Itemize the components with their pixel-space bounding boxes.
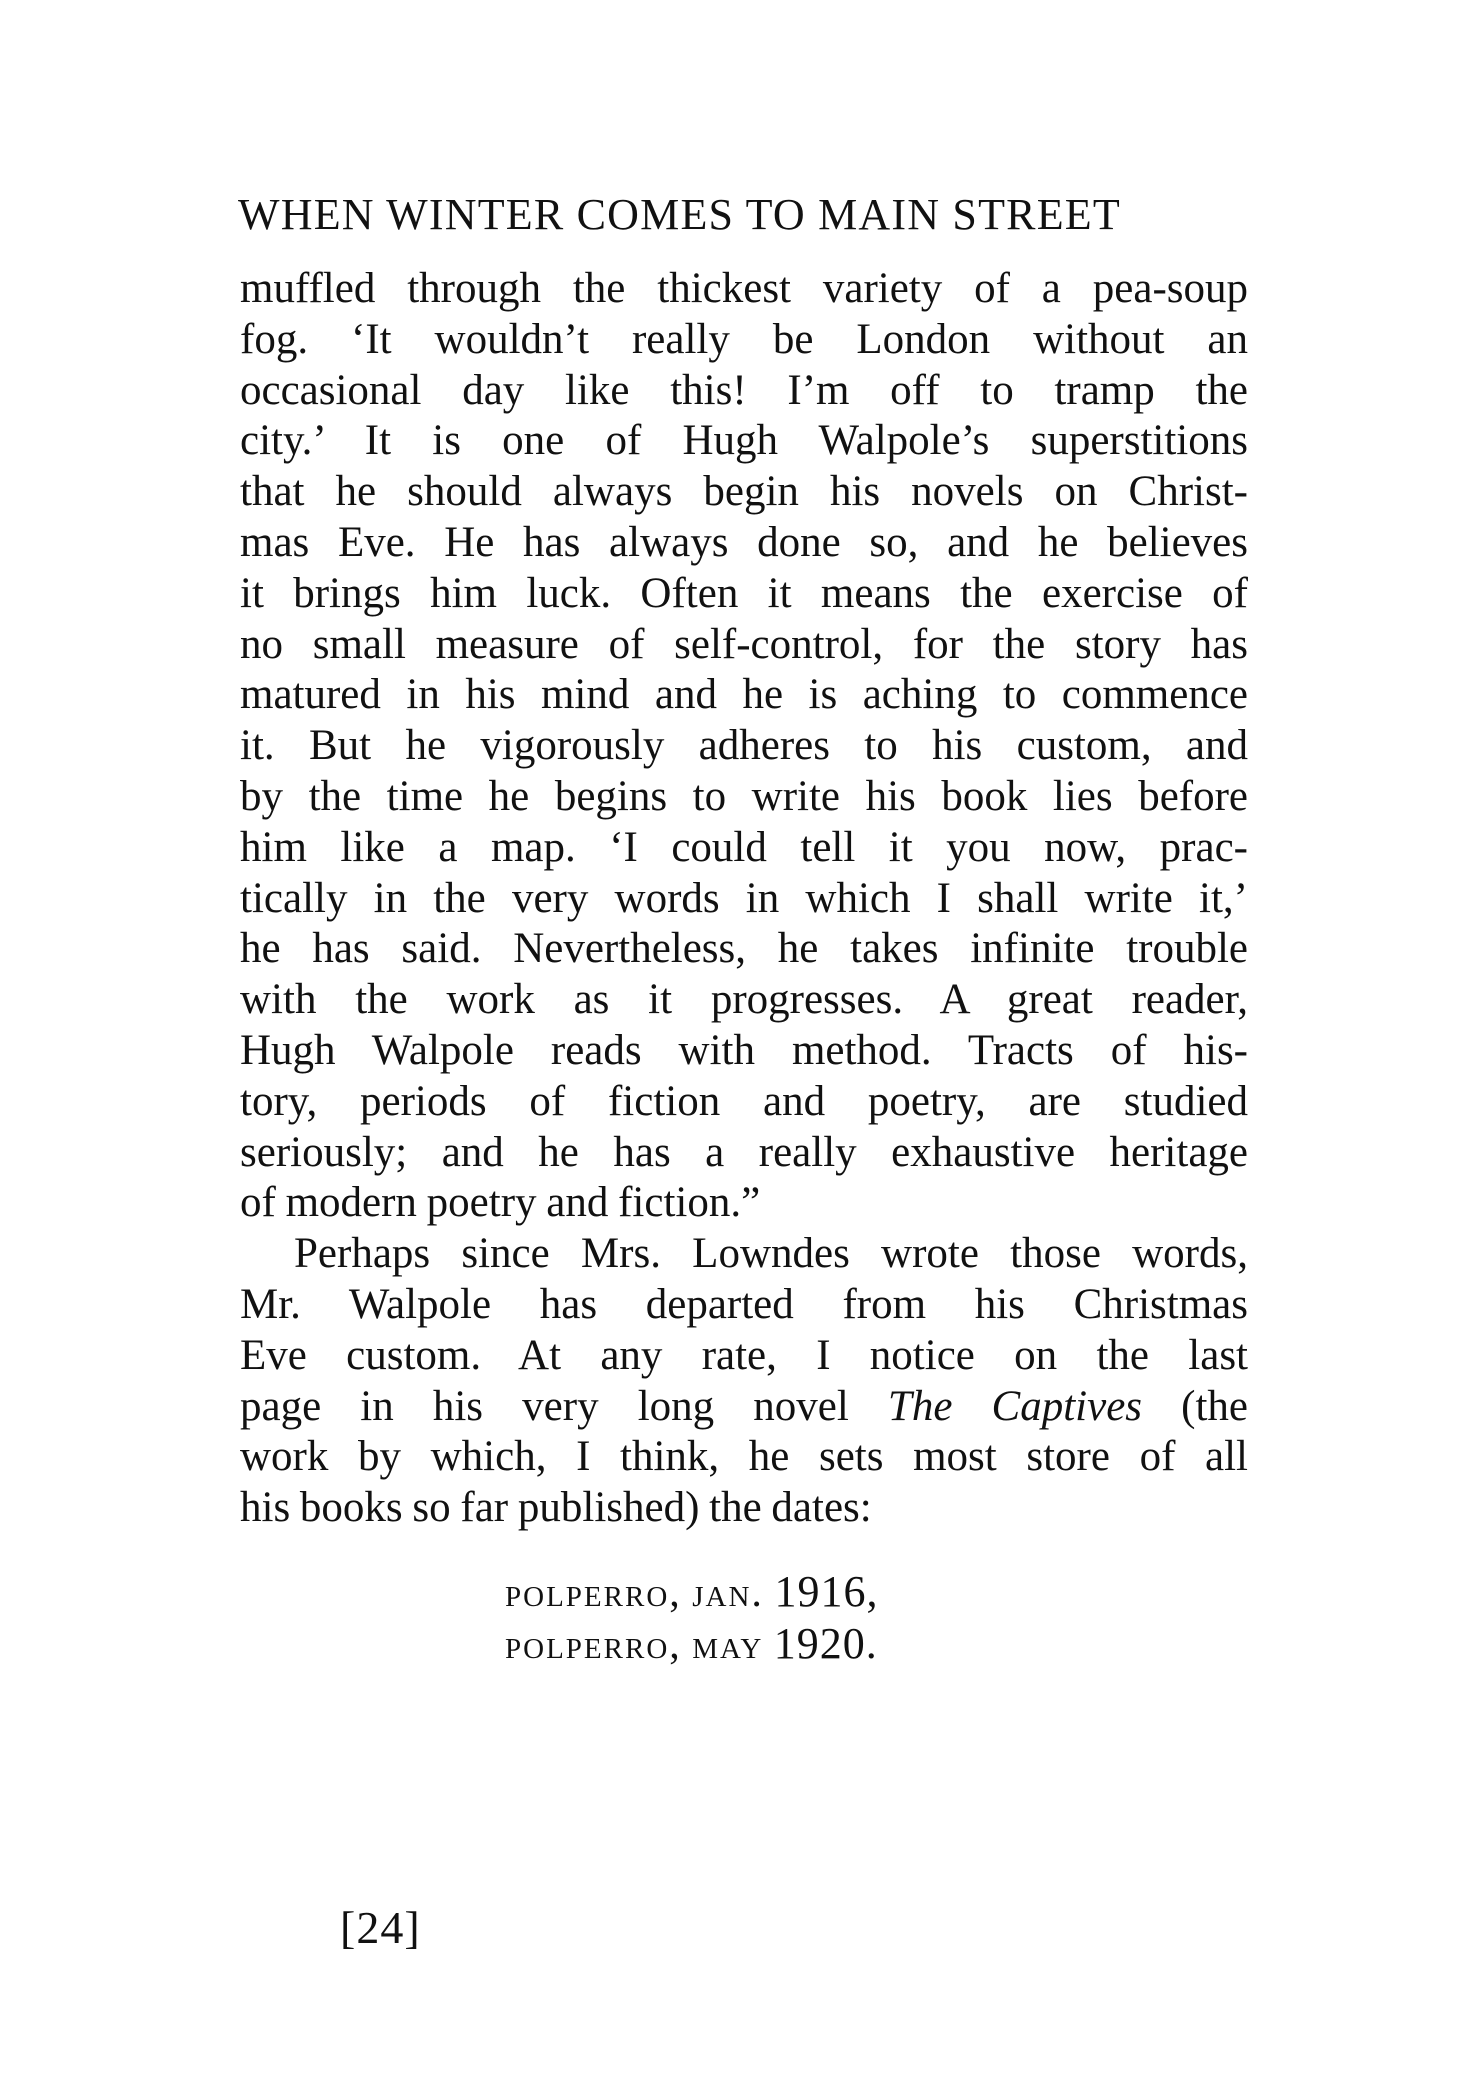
paragraph-2: [240, 1229, 1248, 1534]
date-month: may: [692, 1622, 764, 1668]
date-month: jan.: [692, 1570, 764, 1616]
date-line: [505, 1618, 1105, 1670]
text-line: with the work as it progresses. A great reader,: [240, 976, 1248, 1024]
date-place: polperro,: [505, 1570, 682, 1616]
date-year: 1916,: [774, 1567, 879, 1616]
text-line: Mr. Walpole has departed from his Christmas: [240, 1280, 1248, 1328]
text-run: page in his very long novel: [240, 1382, 888, 1430]
text-line: occasional day like this! I’m off to tramp the: [240, 366, 1248, 414]
text-line: Hugh Walpole reads with method. Tracts of his-: [240, 1026, 1248, 1074]
text-line: Eve custom. At any rate, I notice on the last: [240, 1331, 1248, 1379]
date-line: [505, 1566, 1105, 1618]
date-place: polperro,: [505, 1622, 682, 1668]
text-line: matured in his mind and he is aching to commence: [240, 671, 1248, 719]
date-year: 1920.: [773, 1619, 878, 1668]
book-title: The Captives: [887, 1382, 1143, 1430]
text-line: of modern poetry and fiction.”: [240, 1179, 761, 1227]
text-line: by the time he begins to write his book lies before: [240, 772, 1248, 820]
text-line: city.’ It is one of Hugh Walpole’s superstitions: [240, 417, 1248, 465]
text-line: he has said. Nevertheless, he takes infinite trouble: [240, 925, 1248, 973]
text-line: his books so far published) the dates:: [240, 1484, 872, 1532]
text-line: him like a map. ‘I could tell it you now, prac-: [240, 823, 1248, 871]
text-line: it brings him luck. Often it means the exercise of: [240, 569, 1248, 617]
paragraph-1: [240, 264, 1248, 1229]
text-line: it. But he vigorously adheres to his custom, and: [240, 722, 1248, 770]
page-number: [24]: [340, 1902, 421, 1953]
text-line: seriously; and he has a really exhaustive heritage: [240, 1128, 1248, 1176]
text-line: fog. ‘It wouldn’t really be London without an: [240, 315, 1248, 363]
text-line: tically in the very words in which I shall write it,’: [240, 874, 1248, 922]
dates-block: [505, 1566, 1105, 1670]
text-line: muffled through the thickest variety of a pea-soup: [240, 265, 1248, 312]
text-run: (the: [1142, 1382, 1249, 1430]
text-line: Perhaps since Mrs. Lowndes wrote those words,: [294, 1230, 1248, 1278]
text-line: mas Eve. He has always done so, and he believes: [240, 518, 1248, 566]
text-line: no small measure of self-control, for the story has: [240, 620, 1248, 668]
text-line: that he should always begin his novels on Christ-: [240, 468, 1248, 516]
text-line: [240, 1382, 1248, 1433]
running-head: WHEN WINTER COMES TO MAIN STREET: [238, 190, 1121, 239]
text-line: tory, periods of fiction and poetry, are studied: [240, 1077, 1248, 1125]
text-line: work by which, I think, he sets most store of all: [240, 1433, 1248, 1481]
body-text: [240, 264, 1248, 1534]
